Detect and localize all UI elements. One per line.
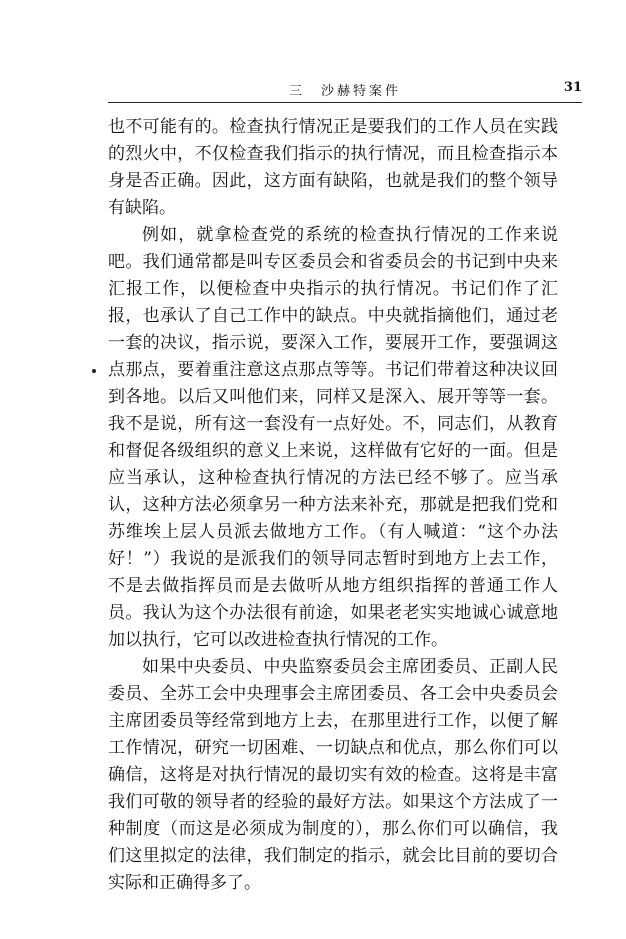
running-header <box>108 78 582 100</box>
paragraph-1: 也不可能有的。检查执行情况正是要我们的工作人员在实践的烈火中，不仅检查我们指示的执行情况，而且检查指示本身是否正确。因此，这方面有缺陷，也就是我们的整个领导有缺陷。 <box>108 117 558 218</box>
paragraph-2: 例如，就拿检查党的系统的检查执行情况的工作来说吧。我们通常都是叫专区委员会和省委员会的书记到中央来汇报工作，以便检查中央指示的执行情况。书记们作了汇报，也承认了自己工作中的缺点。中央就指摘他们，通过老一套的决议，指示说，要深入工作，要展开工作，要强调这点那点，要着重注意这点那点等等。书记们带着这种决议回到各地。以后又叫他们来，同样又是深入、展开等等一套。我不是说，所有这一套没有一点好处。不，同志们，从教育和督促各级组织的意义上来说，这样做有它好的一面。但是应当承认，这种检查执行情况的方法已经不够了。应当承认，这种方法必须拿另一种方法来补充，那就是把我们党和苏维埃上层人员派去做地方工作。（有人喊道：“这个办法好！”）我说的是派我们的领导同志暂时到地方上去工作，不是去做指挥员而是去做听从地方组织指挥的普通工作人员。我认为这个办法很有前途，如果老老实实地诚心诚意地加以执行，它可以改进检查执行情况的工作。 <box>108 225 558 650</box>
chapter-title: 三 沙赫特案件 <box>288 84 401 99</box>
page-number: 31 <box>563 80 582 95</box>
paragraph-3: 如果中央委员、中央监察委员会主席团委员、正副人民委员、全苏工会中央理事会主席团委员、各工会中央委员会主席团委员等经常到地方上去，在那里进行工作，以便了解工作情况，研究一切困难、一切缺点和优点，那么你们可以确信，这将是对执行情况的最切实有效的检查。这将是丰富我们可敬的领导者的经验的最好方法。如果这个方法成了一种制度（而这是必须成为制度的），那么你们可以确信，我们这里拟定的法律，我们制定的指示，就会比目前的要切合实际和正确得多了。 <box>108 657 558 893</box>
header-rule <box>108 102 582 103</box>
body-text <box>108 114 558 897</box>
margin-mark <box>92 369 96 373</box>
